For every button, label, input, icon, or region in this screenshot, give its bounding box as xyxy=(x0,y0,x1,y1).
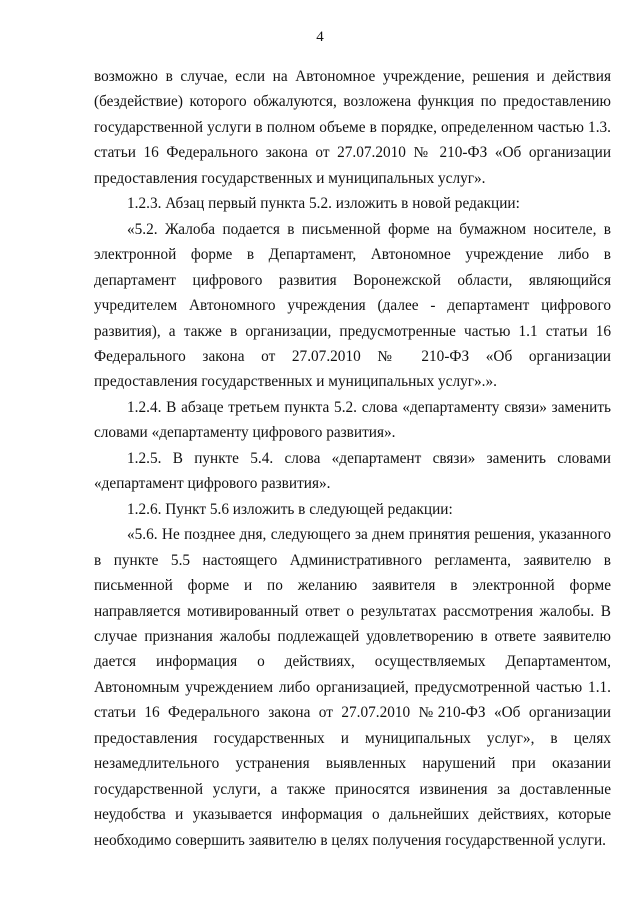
paragraph-1-2-5: 1.2.5. В пункте 5.4. слова «департамент связи» заменить словами «департамент цифрового развития». xyxy=(94,449,611,493)
paragraph-1-2-6: 1.2.6. Пункт 5.6 изложить в следующей редакции: xyxy=(127,500,453,518)
paragraph-continuation: возможно в случае, если на Автономное учреждение, решения и действия (бездействие) которого обжалуются, возложена функция по предоставлению государственной услуги в полном объеме в порядке, определенном частью 1.3. статьи 16 Федерального закона от 27.07.2010 № 210-ФЗ «Об организации предоставления государственных и муниципальных услуг». xyxy=(94,68,611,187)
paragraph-quote-5-2: «5.2. Жалоба подается в письменной форме на бумажном носителе, в электронной форме в Департамент, Автономное учреждение либо в департамент цифрового развития Воронежской области, являющийся учредителем Автономного учреждения (далее - департамент цифрового развития), а также в организации, предусмотренные частью 1.1 статьи 16 Федерального закона от 27.07.2010 № 210-ФЗ «Об организации предоставления государственных и муниципальных услуг».». xyxy=(94,220,611,391)
paragraph-quote-5-6: «5.6. Не позднее дня, следующего за днем принятия решения, указанного в пункте 5.5 настоящего Административного регламента, заявителю в письменной форме и по желанию заявителя в электронной форме направляется мотивированный ответ о результатах рассмотрения жалобы. В случае признания жалобы подлежащей удовлетворению в ответе заявителю дается информация о действиях, осуществляемых Департаментом, Автономным учреждением либо организацией, предусмотренной частью 1.1. статьи 16 Федерального закона от 27.07.2010 №210-ФЗ «Об организации предоставления государственных и муниципальных услуг», в целях незамедлительного устранения выявленных нарушений при оказании государственной услуги, а также приносятся извинения за доставленные неудобства и указывается информация о дальнейших действиях, которые необходимо совершить заявителю в целях получения государственной услуги. xyxy=(94,526,611,849)
paragraph-1-2-3: 1.2.3. Абзац первый пункта 5.2. изложить в новой редакции: xyxy=(127,195,520,213)
page-number: 4 xyxy=(316,29,324,45)
document-body xyxy=(94,64,611,853)
paragraph-1-2-4: 1.2.4. В абзаце третьем пункта 5.2. слова «департаменту связи» заменить словами «департаменту цифрового развития». xyxy=(94,398,611,442)
